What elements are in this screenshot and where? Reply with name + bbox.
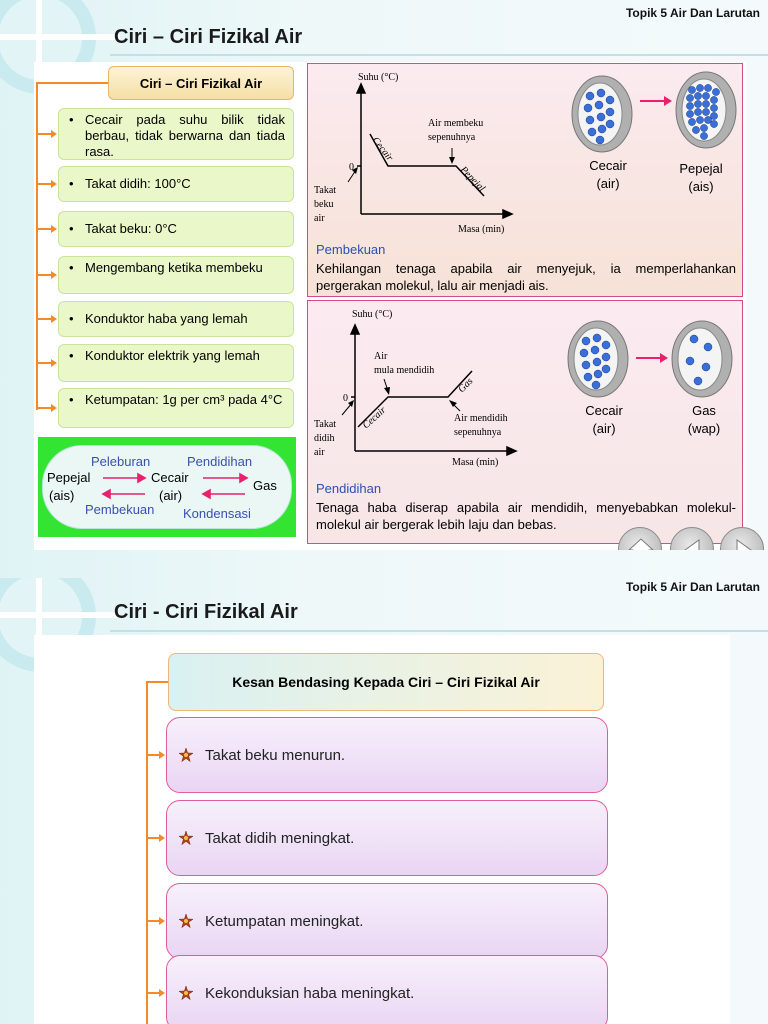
annotation-top-line-1: Air bbox=[374, 351, 388, 362]
annotation-top-line-2: mula mendidih bbox=[374, 365, 435, 376]
point-label-line-1: Takat bbox=[314, 419, 337, 430]
pipe-liquid-icon bbox=[570, 74, 634, 154]
back-icon bbox=[671, 528, 715, 550]
connector-branch bbox=[146, 992, 160, 994]
connector-arrowhead bbox=[51, 271, 57, 279]
pipe-solid-icon bbox=[674, 70, 738, 150]
label-solid: Pepejal bbox=[47, 470, 91, 485]
bullet-icon: • bbox=[69, 221, 74, 236]
forward-button[interactable] bbox=[720, 527, 764, 550]
impurity-effect-item bbox=[166, 717, 608, 793]
connector-branch bbox=[36, 274, 52, 276]
x-axis-label: Masa (min) bbox=[458, 224, 505, 235]
property-item bbox=[58, 166, 294, 202]
connector-arrowhead bbox=[51, 404, 57, 412]
connector-arrowhead bbox=[51, 315, 57, 323]
impurity-effect-item bbox=[166, 800, 608, 876]
caption-liquid-name: Cecair bbox=[589, 158, 627, 173]
home-icon bbox=[619, 528, 663, 550]
annotation-bottom-line-1: Air mendidih bbox=[454, 413, 508, 424]
property-text: Ketumpatan: 1g per cm³ pada 4°C bbox=[85, 392, 283, 407]
connector-horizontal-top bbox=[36, 82, 108, 84]
connector-arrowhead bbox=[51, 359, 57, 367]
property-text: Cecair pada suhu bilik tidak berbau, tidak berwarna dan tiada rasa. bbox=[85, 112, 285, 159]
connector-branch bbox=[36, 133, 52, 135]
slide-2 bbox=[0, 550, 768, 1024]
property-text: Konduktor haba yang lemah bbox=[85, 311, 248, 326]
label-liquid: Cecair bbox=[151, 470, 189, 485]
zero-tick: 0 bbox=[349, 162, 354, 173]
caption-liquid bbox=[574, 402, 634, 438]
caption-liquid-sub: (air) bbox=[592, 421, 616, 436]
transform-arrow-2 bbox=[636, 351, 670, 365]
connector-branch bbox=[36, 183, 52, 185]
connector-branch bbox=[36, 228, 52, 230]
star-bullet-icon bbox=[179, 914, 193, 928]
point-label-line-2: didih bbox=[314, 433, 335, 444]
caption-solid-sub: (ais) bbox=[688, 179, 714, 194]
back-button[interactable] bbox=[670, 527, 714, 550]
caption-solid bbox=[668, 160, 734, 196]
title-divider bbox=[110, 54, 768, 56]
property-text: Takat didih: 100°C bbox=[85, 176, 191, 191]
connector-branch bbox=[36, 362, 52, 364]
point-label-line-2: beku bbox=[314, 199, 334, 210]
label-gas: Gas bbox=[253, 478, 277, 493]
boiling-subtitle: Pendidihan bbox=[316, 481, 382, 496]
point-label-line-3: air bbox=[314, 447, 325, 458]
property-item bbox=[58, 211, 294, 247]
y-axis-label: Suhu (°C) bbox=[352, 309, 393, 320]
property-item bbox=[58, 301, 294, 337]
label-solid-sub: (ais) bbox=[49, 488, 75, 503]
topic-label: Topik 5 Air Dan Larutan bbox=[625, 6, 760, 20]
label-liquid-sub: (air) bbox=[159, 488, 183, 503]
property-text: Mengembang ketika membeku bbox=[85, 260, 263, 275]
zero-tick: 0 bbox=[343, 393, 348, 404]
property-text: Takat beku: 0°C bbox=[85, 221, 177, 236]
segment-solid-label: Pepejal bbox=[457, 164, 487, 195]
connector-arrowhead bbox=[159, 834, 165, 842]
x-axis-label: Masa (min) bbox=[452, 457, 499, 468]
property-item bbox=[58, 388, 294, 428]
label-melting: Peleburan bbox=[91, 454, 151, 469]
title-divider bbox=[110, 630, 768, 632]
pipe-liquid-icon bbox=[566, 319, 630, 399]
boiling-description: Tenaga haba diserap apabila air mendidih, menyebabkan molekul-molekul air bergerak lebih laju dan bebas. bbox=[316, 500, 736, 532]
connector-arrowhead bbox=[51, 130, 57, 138]
connector-arrowhead bbox=[159, 917, 165, 925]
connector-arrowhead bbox=[159, 989, 165, 997]
phase-arrows bbox=[43, 446, 293, 530]
label-boiling: Pendidihan bbox=[187, 454, 253, 469]
impurity-effect-text: Kekonduksian haba meningkat. bbox=[205, 984, 415, 1002]
freezing-description: Kehilangan tenaga apabila air menyejuk, ia memperlahankan pergerakan molekul, lalu air menjadi ais. bbox=[316, 261, 736, 293]
connector-arrowhead bbox=[51, 225, 57, 233]
connector-vertical bbox=[146, 681, 148, 1024]
caption-gas bbox=[672, 402, 736, 438]
property-text: Konduktor elektrik yang lemah bbox=[85, 348, 260, 363]
annotation-bottom-line-2: sepenuhnya bbox=[454, 427, 502, 438]
impurity-effect-item bbox=[166, 883, 608, 959]
page-title: Ciri – Ciri Fizikal Air bbox=[114, 26, 303, 48]
bullet-icon: • bbox=[69, 348, 74, 363]
star-bullet-icon bbox=[179, 748, 193, 762]
connector-branch bbox=[146, 754, 160, 756]
connector-branch bbox=[36, 407, 52, 409]
label-condensation: Kondensasi bbox=[183, 506, 251, 521]
connector-vertical bbox=[36, 82, 38, 410]
impurity-effect-text: Takat beku menurun. bbox=[205, 746, 346, 764]
segment-liquid-label: Cecair bbox=[369, 135, 396, 164]
impurity-effect-text: Ketumpatan meningkat. bbox=[205, 912, 364, 930]
bullet-icon: • bbox=[69, 311, 74, 326]
connector-branch bbox=[146, 837, 160, 839]
impurity-effect-item bbox=[166, 955, 608, 1024]
connector-branch bbox=[36, 318, 52, 320]
property-item bbox=[58, 344, 294, 382]
caption-liquid-name: Cecair bbox=[585, 403, 623, 418]
impurity-effect-text: Takat didih meningkat. bbox=[205, 829, 355, 847]
star-bullet-icon bbox=[179, 986, 193, 1000]
connector-arrowhead bbox=[51, 180, 57, 188]
star-bullet-icon bbox=[179, 831, 193, 845]
forward-icon bbox=[721, 528, 765, 550]
point-label-line-3: air bbox=[314, 213, 325, 224]
caption-liquid bbox=[578, 157, 638, 193]
connector-horizontal-top bbox=[146, 681, 168, 683]
bullet-icon: • bbox=[69, 176, 74, 191]
impurity-heading: Kesan Bendasing Kepada Ciri – Ciri Fizikal Air bbox=[168, 653, 604, 711]
caption-gas-sub: (wap) bbox=[687, 421, 721, 436]
phase-change-oval bbox=[42, 445, 292, 529]
y-axis-label: Suhu (°C) bbox=[358, 72, 399, 83]
connector-branch bbox=[146, 920, 160, 922]
caption-gas-name: Gas bbox=[692, 403, 716, 418]
freezing-panel bbox=[307, 63, 743, 297]
bullet-icon: • bbox=[69, 112, 74, 127]
caption-liquid-sub: (air) bbox=[596, 176, 620, 191]
bullet-icon: • bbox=[69, 260, 74, 275]
caption-solid-name: Pepejal bbox=[679, 161, 723, 176]
annotation-line-1: Air membeku bbox=[428, 118, 484, 129]
pipe-gas-icon bbox=[670, 319, 734, 399]
annotation-line-2: sepenuhnya bbox=[428, 132, 476, 143]
properties-heading: Ciri – Ciri Fizikal Air bbox=[108, 66, 294, 100]
connector-arrowhead bbox=[159, 751, 165, 759]
freezing-subtitle: Pembekuan bbox=[316, 242, 386, 257]
segment-liquid-label: Cecair bbox=[360, 404, 389, 432]
topic-label: Topik 5 Air Dan Larutan bbox=[625, 580, 760, 594]
boiling-panel bbox=[307, 300, 743, 544]
page-title: Ciri - Ciri Fizikal Air bbox=[114, 601, 298, 623]
segment-gas-label: Gas bbox=[456, 375, 476, 396]
property-item bbox=[58, 108, 294, 160]
property-item bbox=[58, 256, 294, 294]
phase-change-box bbox=[38, 437, 296, 537]
bullet-icon: • bbox=[69, 392, 74, 407]
transform-arrow-1 bbox=[640, 94, 674, 108]
point-label-line-1: Takat bbox=[314, 185, 337, 196]
home-button[interactable] bbox=[618, 527, 662, 550]
label-freezing: Pembekuan bbox=[85, 502, 155, 517]
